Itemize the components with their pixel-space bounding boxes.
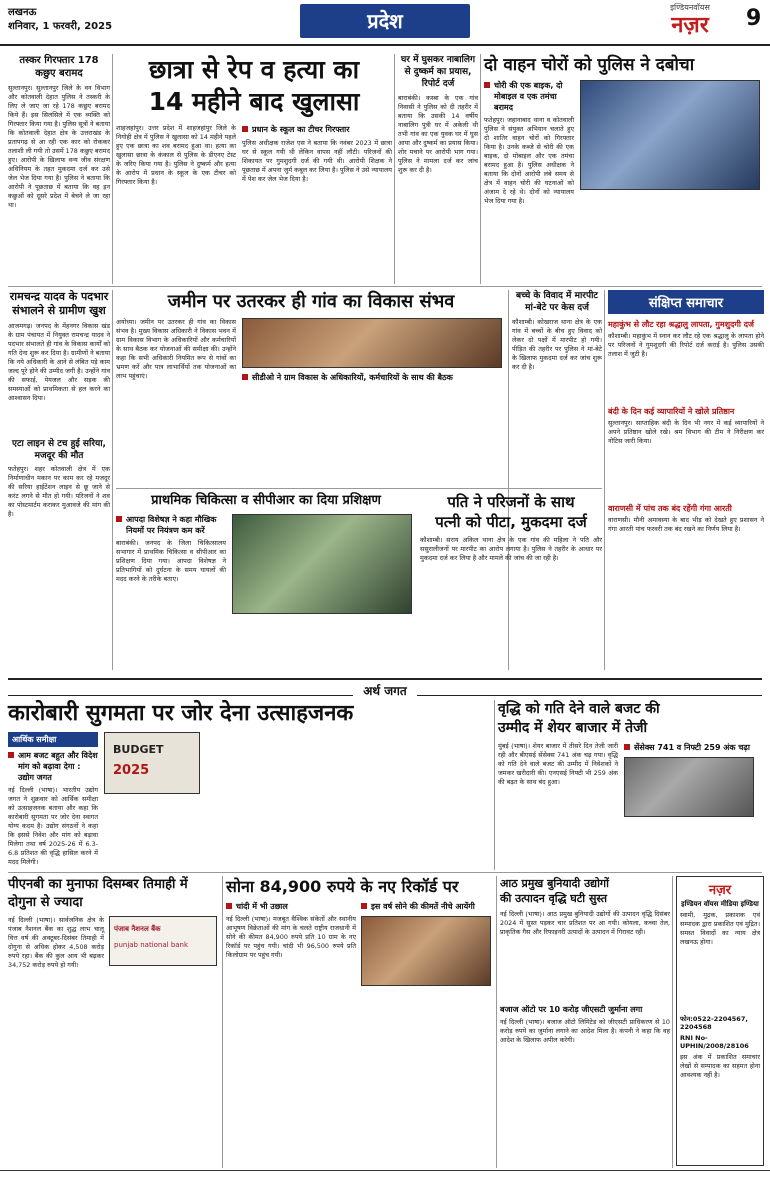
story4-article: कौशाम्बी। कोखराज थाना क्षेत्र के एक गांव में बच्चों के बीच हुए विवाद को लेकर दो पक्षों में मारपीट हो गयी। पीड़ित की तहरीर पर पुलिस ने मां-बेटे के खिलाफ मुकदमा दर्ज कर जांच शुरू कर दी है। <box>512 318 602 371</box>
health-article: बाराबंकी। जनपद के जिला चिकित्सालय सभागार में प्राथमिक चिकित्सा व सीपीआर का प्रशिक्षण दिया गया। आपदा विशेषज्ञ ने प्रतिभागियों को दुर्घटना के समय घायलों की मदद करने के तरीके बताए। <box>116 539 226 583</box>
story3-headline: दो वाहन चोरों को पुलिस ने दबोचा <box>484 55 695 75</box>
left-headline-2: रामचन्द्र यादव के पदभार संभालने से ग्रामीण खुश <box>9 290 109 317</box>
stock-exchange-photo <box>624 757 754 817</box>
divider <box>672 876 673 1168</box>
imprint-phone: फोन:0522-2204567, 2204568 <box>680 1015 748 1031</box>
imprint-text: स्वामी, मुद्रक, प्रकाशक एवं सम्पादक द्वारा प्रकाशित एवं मुद्रित। समस्त विवादों का न्याय क्षेत्र लखनऊ होगा। <box>680 911 760 946</box>
briefs-header: संक्षिप्त समाचार <box>608 290 764 314</box>
brief-headline-2: बंदी के दिन कई व्यापारियों ने खोले प्रतिष्ठान <box>608 407 735 416</box>
left-headline-3: एटा लाइन से टच हुई सरिया, मजदूर की मौत <box>12 439 106 461</box>
lead-article-p2: पुलिस अधीक्षक राजेश एस ने बताया कि नवंबर 2023 में छात्रा घर से स्कूल गयी थी लेकिन वापस नहीं लौटी। परिजनों की शिकायत पर गुमशुदगी दर्ज की गयी थी। आरोपी शिक्षक ने पूछताछ में अपना जुर्म कबूल कर लिया है। पुलिस ने उसे न्यायालय में पेश कर जेल भेज दिया है। <box>242 139 392 183</box>
gold-subheadline: चांदी में भी उछाल <box>226 901 356 912</box>
divider <box>8 286 762 287</box>
gold-subheadline-2: इस वर्ष सोने की कीमतें नीचे आयेंगी <box>361 901 491 912</box>
health-headline: प्राथमिक चिकित्सा व सीपीआर का दिया प्रशिक्षण <box>151 493 381 508</box>
story5-article: कौशाम्बी। सराय अकिल थाना क्षेत्र के एक गांव की महिला ने पति और ससुरालीजनों पर मारपीट का आरोप लगाया है। पुलिस ने तहरीर के आधार पर मुकदमा दर्ज कर लिया है और मामले की जांच की जा रही है। <box>420 536 602 562</box>
stock-market-story <box>498 700 762 870</box>
lead-article-p1: शाहजहांपुर। उत्तर प्रदेश में शाहजहांपुर जिले के निगोही क्षेत्र में पुलिस ने खुलासा को 14 महीने पहले हुए एक छात्रा का शव बरामद हुआ था। हत्या का खुलासा छात्रा के कंकाल से पुलिस के डीएनए टेस्ट के जरिए किया गया है। पुलिस ने दुष्कर्म और हत्या के आरोप में प्रधान के स्कूल के एक टीचर को गिरफ्तार किया है। <box>116 124 236 186</box>
gold-price-story <box>226 876 494 1166</box>
economy-section-title: अर्थ जगत <box>353 684 417 698</box>
story3-article: फतेहपुर। जहानाबाद थाना व कोतवाली पुलिस ने संयुक्त अभियान चलाते हुए दो शातिर वाहन चोरों को गिरफ्तार किया है। उनके कब्जे से चोरी की एक बाइक, दो मोबाइल और एक तमंचा बरामद हुआ है। पुलिस अधीक्षक ने बताया कि दोनों आरोपी लंबे समय से क्षेत्र में वाहन चोरी की घटनाओं को अंजाम दे रहे थे। दोनों को न्यायालय भेज दिया गया है। <box>484 116 574 205</box>
core-industries-story <box>500 876 670 1166</box>
dateline <box>8 6 112 34</box>
divider <box>494 700 495 870</box>
left-article-3: फतेहपुर। शहर कोतवाली क्षेत्र में एक निर्माणाधीन मकान पर काम कर रहे मजदूर की सरिया हाईटेंशन लाइन से छू जाने से करंट लगने से मौत हो गयी। परिजनों ने शव का पोस्टमार्टम कराकर मुआवजे की मांग की है। <box>8 465 110 518</box>
lead-story <box>116 54 392 282</box>
divider <box>604 290 605 670</box>
training-photo <box>232 514 412 614</box>
story2-article: बाराबंकी। कस्बा के एक गांव निवासी ने पुलिस को दी तहरीर में बताया कि उसकी 14 वर्षीय नाबालिग पुत्री घर में अकेली थी तभी गांव का एक युवक घर में घुस आया और दुष्कर्म का प्रयास किया। शोर मचाने पर आरोपी भाग गया। पुलिस ने मामला दर्ज कर जांच शुरू कर दी है। <box>398 94 478 174</box>
divider <box>116 488 602 489</box>
gold-headline: सोना 84,900 रुपये के नए रिकॉर्ड पर <box>226 877 459 896</box>
pnb-article: नई दिल्ली (भाषा)। सार्वजनिक क्षेत्र के पंजाब नैशनल बैंक का शुद्ध लाभ चालू वित्त वर्ष की अक्टूबर-दिसंबर तिमाही में दोगुना से अधिक होकर 4,508 करोड़ रुपये रहा। बैंक की कुल आय भी बढ़कर 34,752 करोड़ रुपये हो गयी। <box>8 916 104 969</box>
logo-small-text: इण्डियनवॉयस <box>670 3 710 12</box>
divider <box>112 290 113 670</box>
health-subheadline: आपदा विशेषज्ञ ने कहा मौखिक नियमों पर नियंत्रण कम करें <box>116 514 226 536</box>
story-vehicle-thieves <box>484 54 764 282</box>
pnb-logo-photo <box>109 916 217 966</box>
pnb-bank-name-en: punjab national bank <box>114 941 189 949</box>
bajaj-article: नई दिल्ली (भाषा)। बजाज ऑटो लिमिटेड को जीएसटी प्राधिकरण से 10 करोड़ रुपये का जुर्माना लगाने का आदेश मिला है। कंपनी ने कहा कि वह आदेश के खिलाफ अपील करेगी। <box>500 1018 670 1044</box>
pnb-profit-story <box>8 876 220 1166</box>
brief-text-3: वाराणसी। मौनी अमावस्या के बाद भीड़ को देखते हुए प्रशासन ने गंगा आरती पांच फरवरी तक बंद रखने का निर्णय लिया है। <box>608 516 764 533</box>
market-subheadline: सेंसेक्स 741 व निफ्टी 259 अंक चढ़ा <box>624 742 754 753</box>
page-number: 9 <box>746 6 762 31</box>
logo-main-text: नज़र <box>671 13 709 38</box>
story5-headline-line2: पत्नी को पीटा, मुकदमा दर्ज <box>435 513 587 531</box>
market-headline-line1: वृद्धि को गति देने वाले बजट की <box>498 701 660 717</box>
divider <box>496 876 497 1168</box>
gold-article: नई दिल्ली (भाषा)। मजबूत वैश्विक संकेतों और स्थानीय आभूषण विक्रेताओं की मांग के चलते राष्ट्रीय राजधानी में सोने की कीमत 84,900 रुपये प्रति 10 ग्राम के नए रिकॉर्ड पर पहुंच गयी। चांदी भी 96,500 रुपये प्रति किलोग्राम पर पहुंच गयी। <box>226 915 356 959</box>
lead-headline-line2: 14 महीने बाद खुलासा <box>148 87 360 116</box>
core-headline-line1: आठ प्रमुख बुनियादी उद्योगों <box>500 877 609 890</box>
market-article: मुंबई (भाषा)। शेयर बाजार में तीसरे दिन तेजी जारी रही और बीएसई सेंसेक्स 741 अंक चढ़ गया। वृद्धि को गति देने वाले बजट की उम्मीद में निवेशकों ने जमकर खरीदारी की। एनएसई निफ्टी भी 259 अंक की बढ़त के साथ बंद हुआ। <box>498 742 618 786</box>
domestic-violence-story <box>420 492 602 672</box>
lead-subheadline: प्रधान के स्कूल का टीचर गिरफ्तार <box>242 124 392 135</box>
meeting-photo <box>242 318 502 368</box>
lead-headline-line1: छात्रा से रेप व हत्या का <box>148 55 360 84</box>
mid-subheadline: सीडीओ ने ग्राम विकास के अधिकारियों, कर्मचारियों के साथ की बैठक <box>242 372 502 383</box>
city-label: लखनऊ <box>8 7 37 18</box>
brief-headline-3: वाराणसी में पांच तक बंद रहेंगी गंगा आरती <box>608 504 732 513</box>
story2-headline: घर में घुसकर नाबालिग से दुष्कर्म का प्रयास, रिपोर्ट दर्ज <box>400 55 476 89</box>
police-press-photo <box>580 80 760 190</box>
core-headline-line2: की उत्पादन वृद्धि घटी सुस्त <box>500 892 607 905</box>
section-title: प्रदेश <box>300 4 470 38</box>
date-label: शनिवार, 1 फरवरी, 2025 <box>8 21 113 32</box>
bajaj-headline: बजाज ऑटो पर 10 करोड़ जीएसटी जुर्माना लगा <box>500 1005 643 1014</box>
left-article-1: सुल्तानपुर। सुल्तानपुर जिले के वन विभाग और कोतवाली देहात पुलिस ने तस्करी के लिए ले जाए जा रहे 178 कछुए बरामद किये हैं। इस सिलसिले में एक व्यक्ति को गिरफ्तार किया गया है। पुलिस सूत्रों ने बताया कि कोतवाली देहात क्षेत्र के उत्तराखंड के प्रतापगढ़ से आ रही एक कार को रोककर तलाशी ली गयी तो उसमें 178 कछुए बरामद हुए। आरोपी के खिलाफ वन्य जीव संरक्षण अधिनियम के तहत मुकदमा दर्ज कर उसे जेल भेज दिया गया है। पुलिस ने बताया कि आरोपी ने पूछताछ में बताया कि वह इन कछुओं को दूसरे प्रदेश में बेचने ले जा रहा था। <box>8 84 110 209</box>
divider <box>394 54 395 284</box>
divider <box>112 54 113 284</box>
brief-text-1: कौशाम्बी। महाकुंभ में स्नान कर लौट रहे एक श्रद्धालु के लापता होने पर परिजनों ने गुमशुदगी की रिपोर्ट दर्ज कराई है। पुलिस उसकी तलाश में जुटी है। <box>608 332 764 358</box>
economy-subheadline: आम बजट बहुत और विदेश मांग को बढ़ावा देगा : उद्योग जगत <box>8 750 98 783</box>
mid-headline: जमीन पर उतरकर ही गांव का विकास संभव <box>167 291 455 312</box>
divider <box>480 54 481 284</box>
budget-photo <box>104 732 200 794</box>
economy-label: आर्थिक समीक्षा <box>8 732 98 747</box>
divider <box>222 876 223 1168</box>
left-column-lower <box>8 290 110 520</box>
story3-subheadline: चोरी की एक बाइक, दो मोबाइल व एक तमंचा बरामद <box>484 80 574 113</box>
pnb-bank-name: पंजाब नैशनल बैंक <box>114 925 161 933</box>
left-headline-1: तस्कर गिरफ्तार 178 कछुए बरामद <box>19 55 99 79</box>
imprint-box <box>676 876 764 1166</box>
core-article: नई दिल्ली (भाषा)। आठ प्रमुख बुनियादी उद्योगों की उत्पादन वृद्धि दिसंबर 2024 में सुस्त पड़कर चार प्रतिशत पर आ गयी। कोयला, कच्चा तेल, प्राकृतिक गैस और रिफाइनरी उत्पादों के उत्पादन में गिरावट रही। <box>500 910 670 936</box>
story4-headline: बच्चे के विवाद में मारपीट मां-बेटे पर केस दर्ज <box>516 291 598 313</box>
budget-year: 2025 <box>113 763 150 778</box>
divider <box>8 872 762 873</box>
story5-headline-line1: पति ने परिजनों के साथ <box>447 493 575 511</box>
story-minor-assault <box>398 54 478 282</box>
village-development-story <box>116 290 506 486</box>
economy-article: नई दिल्ली (भाषा)। भारतीय उद्योग जगत ने शुक्रवार को आर्थिक समीक्षा को उत्साहजनक बताया और कहा कि कारोबारी सुगमता पर जोर देना स्वागत योग्य कदम है। उद्योग संगठनों ने कहा कि इससे निवेश और मांग को बढ़ावा मिलेगा तथा वर्ष 2025-26 में 6.3-6.8 प्रतिशत की वृद्धि हासिल करने में मदद मिलेगी। <box>8 786 98 866</box>
page-footer <box>0 1170 770 1182</box>
left-article-2: आजमगढ़। जनपद के मेंहनगर विकास खंड के ग्राम पंचायत में नियुक्त रामचन्द्र यादव ने पदभार संभालते ही गांव के विकास कार्यों को गति देना शुरू कर दिया है। ग्रामीणों ने बताया कि नये अधिकारी के आने से लंबित पड़े काम जल्द पूरे होने की उम्मीद जगी है। उन्होंने गांव की सफाई, पेयजल और सड़क की समस्याओं को प्राथमिकता से हल करने का आश्वासन दिया। <box>8 322 110 402</box>
imprint-title: इण्डियन वॉयस मीडिया इण्डिया <box>681 900 759 908</box>
masthead-logo <box>640 2 740 42</box>
gold-jewellery-photo <box>361 916 491 986</box>
imprint-note: इस अंक में प्रकाशित समाचार लेखों से सम्पादक का सहमत होना आवश्यक नहीं है। <box>680 1053 760 1079</box>
imprint-logo: नज़र <box>708 883 732 898</box>
brief-text-2: सुल्तानपुर। साप्ताहिक बंदी के दिन भी नगर में कई व्यापारियों ने अपने प्रतिष्ठान खोले रखे। श्रम विभाग की टीम ने निरीक्षण कर नोटिस जारी किया। <box>608 419 764 445</box>
economy-headline: कारोबारी सुगमता पर जोर देना उत्साहजनक <box>8 701 354 726</box>
pnb-headline: पीएनबी का मुनाफा दिसम्बर तिमाही में दोगुना से ज्यादा <box>8 877 188 910</box>
budget-word: BUDGET <box>113 743 164 756</box>
brief-headline-1: महाकुंभ से लौट रहा श्रद्धालु लापता, गुमशुदगी दर्ज <box>608 320 754 329</box>
mid-article: अयोध्या। जमीन पर उतरकर ही गांव का विकास संभव है। मुख्य विकास अधिकारी ने विकास भवन में ग्राम विकास विभाग के अधिकारियों और कर्मचारियों के साथ बैठक कर योजनाओं की समीक्षा की। उन्होंने कहा कि सभी अधिकारी नियमित रूप से गांवों का भ्रमण करें और पात्र लाभार्थियों तक योजनाओं का लाभ पहुंचाएं। <box>116 318 236 380</box>
imprint-rni: RNI No- UPHIN/2008/28106 <box>680 1034 749 1050</box>
economic-survey-story <box>8 700 492 870</box>
story-child-dispute <box>512 290 602 486</box>
economy-section-band <box>8 678 762 696</box>
first-aid-training-story <box>116 492 416 672</box>
page-header <box>0 0 770 46</box>
news-briefs <box>608 290 764 670</box>
market-headline-line2: उम्मीद में शेयर बाजार में तेजी <box>498 720 648 736</box>
